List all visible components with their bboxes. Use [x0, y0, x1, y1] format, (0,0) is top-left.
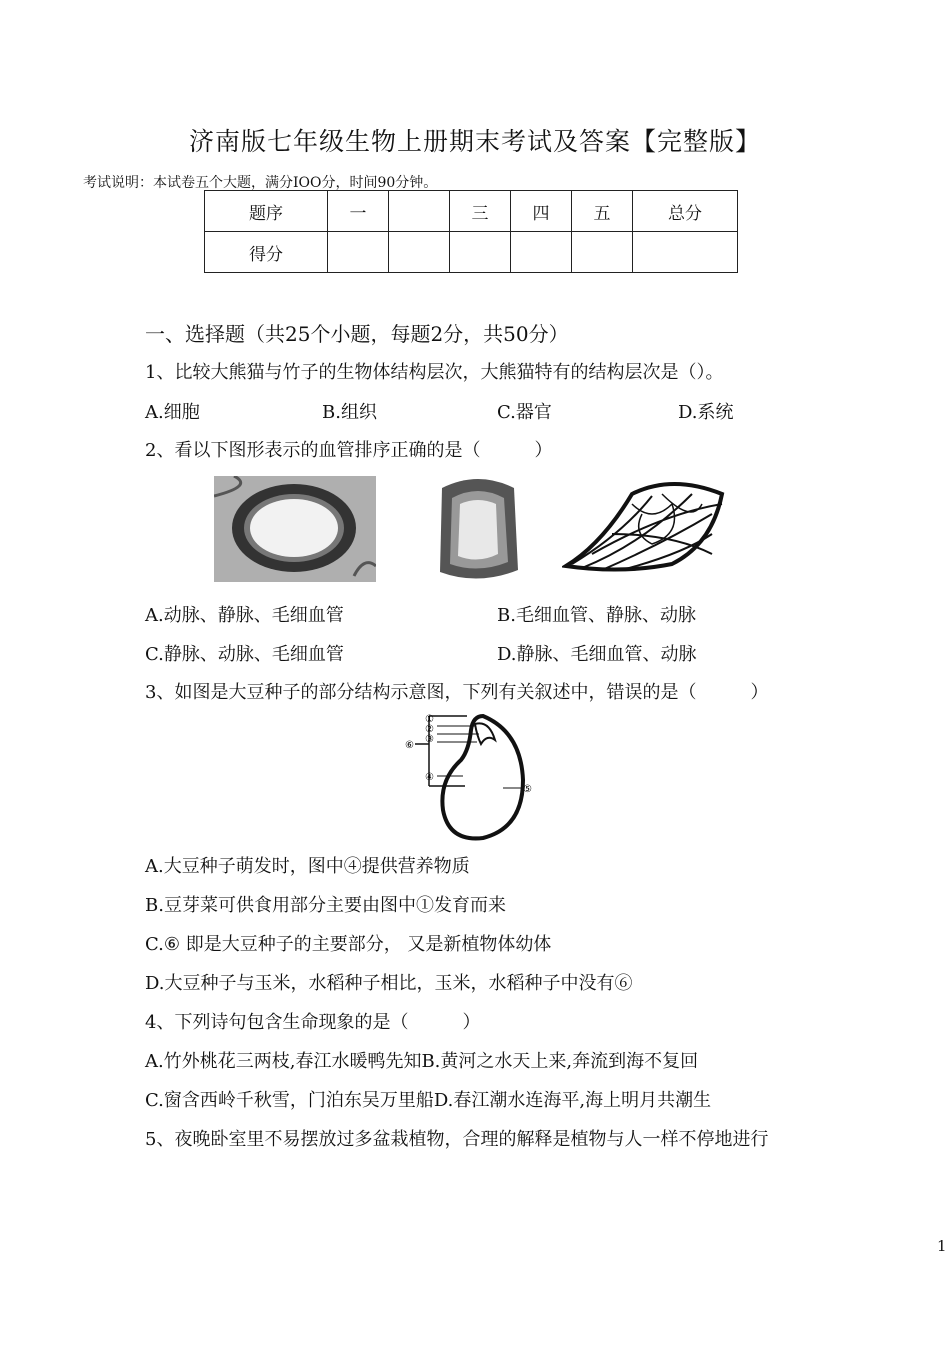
figure-label-5: ⑤ — [523, 784, 532, 795]
figure-label-6: ⑥ — [405, 740, 414, 751]
question-5-stem: 5、夜晚卧室里不易摆放过多盆栽植物，合理的解释是植物与人一样不停地进行 — [145, 1129, 769, 1150]
q4-options-line-2: C.窗含西岭千秋雪，门泊东吴万里船D.春江潮水连海平,海上明月共潮生 — [145, 1090, 712, 1111]
page-number: 1 — [937, 1237, 947, 1255]
section-heading: 一、选择题（共25个小题，每题2分，共50分） — [145, 322, 569, 346]
page-title: 济南版七年级生物上册期末考试及答案【完整版】 — [188, 127, 761, 156]
soybean-seed-diagram — [405, 710, 540, 842]
table-cell: 五 — [572, 191, 633, 232]
q3-option-b: B.豆芽菜可供食用部分主要由图中①发育而来 — [145, 895, 506, 916]
q3-option-d: D.大豆种子与玉米，水稻种子相比，玉米，水稻种子中没有⑥ — [145, 973, 633, 994]
table-cell: 四 — [511, 191, 572, 232]
table-cell: 一 — [328, 191, 389, 232]
q1-option-b: B.组织 — [322, 402, 377, 423]
table-cell[interactable] — [328, 232, 389, 273]
q1-option-a: A.细胞 — [145, 402, 200, 423]
score-table-header-row — [205, 191, 738, 232]
q2-option-d: D.静脉、毛细血管、动脉 — [497, 644, 697, 665]
figure-label-3: ③ — [425, 734, 434, 745]
q3-option-c: C.⑥ 即是大豆种子的主要部分， 又是新植物体幼体 — [145, 934, 552, 955]
question-1-stem: 1、比较大熊猫与竹子的生物体结构层次，大熊猫特有的结构层次是（）。 — [145, 362, 724, 383]
table-cell[interactable] — [633, 232, 738, 273]
q1-option-d: D.系统 — [678, 402, 734, 423]
figure-label-2: ② — [425, 724, 434, 735]
table-cell: 总分 — [633, 191, 738, 232]
table-cell: 得分 — [205, 232, 328, 273]
artery-image — [214, 476, 376, 582]
q2-option-c: C.静脉、动脉、毛细血管 — [145, 644, 344, 665]
q1-option-c: C.器官 — [497, 402, 552, 423]
question-3-stem: 3、如图是大豆种子的部分结构示意图，下列有关叙述中，错误的是（ ） — [145, 682, 769, 703]
table-cell[interactable] — [389, 232, 450, 273]
capillary-image — [562, 474, 728, 584]
q4-options-line-1: A.竹外桃花三两枝,春江水暖鸭先知B.黄河之水天上来,奔流到海不复回 — [145, 1051, 699, 1072]
vein-image — [434, 474, 522, 584]
table-cell[interactable] — [450, 232, 511, 273]
q3-option-a: A.大豆种子萌发时，图中④提供营养物质 — [145, 856, 470, 877]
table-cell: 三 — [450, 191, 511, 232]
question-2-stem: 2、看以下图形表示的血管排序正确的是（ ） — [145, 440, 553, 461]
table-cell[interactable] — [511, 232, 572, 273]
table-cell: 题序 — [205, 191, 328, 232]
q2-option-b: B.毛细血管、静脉、动脉 — [497, 605, 696, 626]
figure-label-4: ④ — [425, 772, 434, 783]
question-4-stem: 4、下列诗句包含生命现象的是（ ） — [145, 1012, 481, 1033]
figure-label-1: ① — [425, 714, 434, 725]
table-cell[interactable] — [572, 232, 633, 273]
score-table-score-row — [205, 232, 738, 273]
table-cell — [389, 191, 450, 232]
q2-option-a: A.动脉、静脉、毛细血管 — [145, 605, 344, 626]
exam-note: 考试说明：本试卷五个大题，满分IOO分，时间90分钟。 — [83, 175, 438, 191]
score-table — [204, 190, 738, 273]
